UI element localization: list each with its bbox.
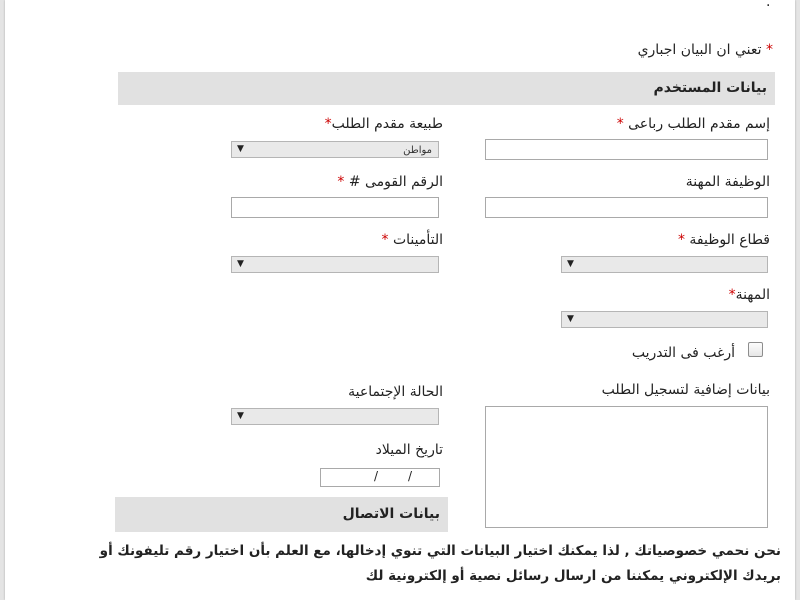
birth-date-separator: / <box>408 469 413 483</box>
national-id-input[interactable] <box>231 197 439 218</box>
applicant-name-required-star: * <box>616 116 624 132</box>
section-user-data: بيانات المستخدم <box>118 72 775 105</box>
national-id-label <box>337 174 443 190</box>
training-checkbox[interactable] <box>748 342 763 357</box>
profession-select[interactable] <box>561 311 768 328</box>
form-page <box>5 0 795 600</box>
applicant-type-selected: مواطن <box>403 145 432 156</box>
insurance-label-text: التأمينات <box>392 232 443 248</box>
insurance-label <box>382 232 444 248</box>
birth-date-input[interactable] <box>320 468 440 487</box>
marital-status-label: الحالة الإجتماعية <box>348 384 443 400</box>
required-note <box>5 42 795 58</box>
profession-label-text: المهنة <box>735 287 770 303</box>
marital-status-select[interactable] <box>231 408 439 425</box>
required-star: * <box>766 42 773 58</box>
applicant-name-label <box>617 116 770 132</box>
privacy-notice-line: بريدك الإلكتروني يمكننا من ارسال رسائل نصية أو إلكترونية لك <box>365 568 781 584</box>
job-sector-select[interactable] <box>561 256 768 273</box>
job-title-input[interactable] <box>485 197 768 218</box>
national-id-required-star: * <box>337 174 345 190</box>
section-contact-data: بيانات الاتصال <box>115 497 448 532</box>
job-sector-label <box>678 232 770 248</box>
applicant-type-required-star: * <box>324 116 332 132</box>
profession-required-star: * <box>728 287 736 303</box>
chevron-down-icon: ▼ <box>237 144 244 154</box>
applicant-type-select[interactable] <box>231 141 439 158</box>
profession-label <box>729 287 770 303</box>
additional-info-label: بيانات إضافية لتسجيل الطلب <box>601 382 770 398</box>
insurance-select[interactable] <box>231 256 439 273</box>
required-note-text: تعني ان البيان اجباري <box>637 42 762 58</box>
birth-date-label: تاريخ الميلاد <box>375 442 443 458</box>
birth-date-separator: / <box>374 469 379 483</box>
top-dot: . <box>766 0 771 10</box>
privacy-notice-line: نحن نحمي خصوصياتك , لذا يمكنك اختيار البيانات التي تنوي إدخالها، مع العلم بأن اختيار رقم تليفونك أو <box>99 543 781 559</box>
training-label[interactable]: أرغب فى التدريب <box>631 345 735 361</box>
additional-info-textarea[interactable] <box>485 406 768 528</box>
applicant-type-label-text: طبيعة مقدم الطلب <box>331 116 443 132</box>
chevron-down-icon: ▼ <box>237 259 244 269</box>
privacy-notice <box>15 539 781 589</box>
applicant-type-label <box>325 116 443 132</box>
chevron-down-icon: ▼ <box>567 314 574 324</box>
job-title-label: الوظيفة المهنة <box>685 174 770 190</box>
applicant-name-label-text: إسم مقدم الطلب رباعى <box>628 116 770 132</box>
national-id-label-text: الرقم القومى # <box>348 174 443 190</box>
job-sector-required-star: * <box>677 232 685 248</box>
insurance-required-star: * <box>381 232 389 248</box>
job-sector-label-text: قطاع الوظيفة <box>689 232 770 248</box>
chevron-down-icon: ▼ <box>567 259 574 269</box>
chevron-down-icon: ▼ <box>237 411 244 421</box>
applicant-name-input[interactable] <box>485 139 768 160</box>
